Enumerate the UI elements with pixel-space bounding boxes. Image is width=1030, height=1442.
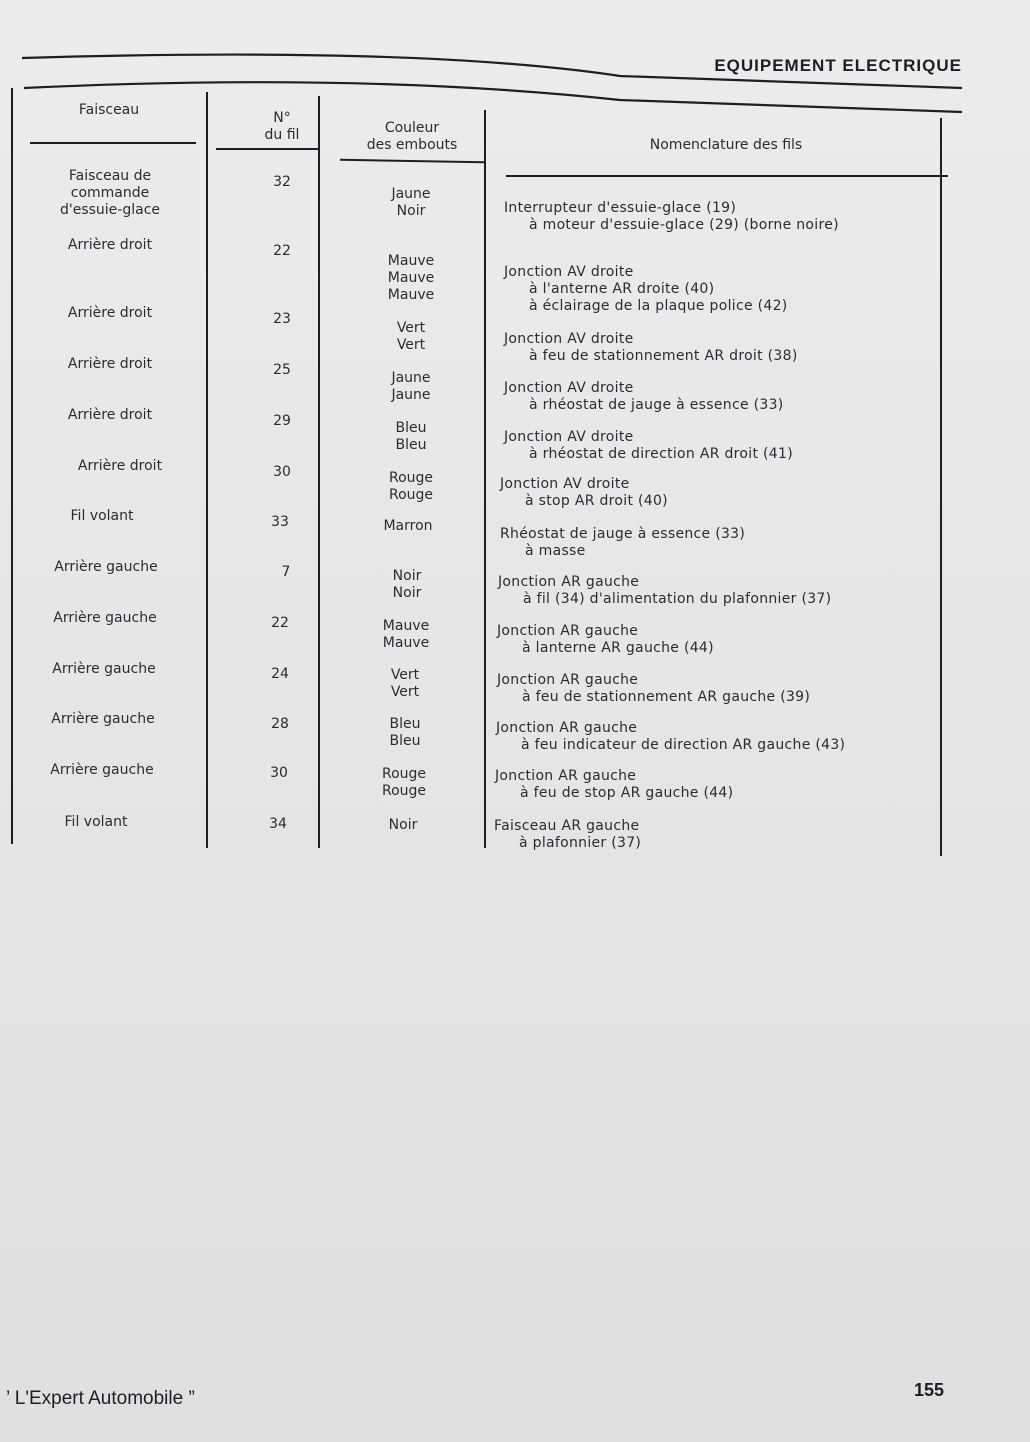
nomenclature-line: à rhéostat de direction AR droit (41) (529, 446, 793, 462)
harness-line: Fil volant (70, 508, 134, 524)
harness-cell (30, 305, 190, 322)
wire-number-cell: 24 (271, 666, 289, 682)
nomenclature-line: à éclairage de la plaque police (42) (529, 298, 788, 314)
color-line: Bleu (395, 437, 427, 453)
header-wire-number-line1: N° (273, 110, 291, 126)
color-line: Vert (396, 320, 426, 336)
color-line: Bleu (389, 716, 421, 732)
nomenclature-cell (500, 476, 668, 510)
nomenclature-line: Jonction AV droite (504, 429, 634, 445)
color-cell (339, 766, 469, 800)
harness-cell (25, 610, 185, 627)
header-wire-number-line2: du fil (264, 127, 300, 143)
nomenclature-line: Jonction AR gauche (497, 672, 639, 688)
nomenclature-line: à fil (34) d'alimentation du plafonnier (37) (523, 591, 832, 607)
harness-line: Arrière gauche (51, 711, 155, 727)
color-cell (342, 568, 472, 602)
wire-number-cell: 30 (273, 464, 291, 480)
nomenclature-cell (495, 768, 733, 802)
harness-cell (40, 458, 200, 475)
page-number: 155 (913, 1380, 944, 1400)
harness-cell (30, 356, 190, 373)
color-line: Bleu (395, 420, 427, 436)
harness-cell (30, 407, 190, 424)
color-cell (346, 420, 476, 454)
harness-cell (26, 559, 186, 576)
wire-number-cell: 25 (273, 362, 291, 378)
nomenclature-line: Jonction AV droite (504, 264, 634, 280)
wire-number-cell: 34 (269, 816, 287, 832)
color-cell (340, 667, 470, 701)
harness-cell (22, 508, 182, 525)
nomenclature-line: à plafonnier (37) (519, 835, 642, 851)
color-line: Noir (396, 203, 426, 219)
harness-cell (16, 814, 176, 831)
wire-number-cell: 23 (273, 311, 291, 327)
nomenclature-line: Jonction AR gauche (496, 720, 638, 736)
header-nomenclature-label: Nomenclature des fils (649, 137, 803, 153)
nomenclature-line: à feu indicateur de direction AR gauche (43) (521, 737, 846, 753)
nomenclature-cell (500, 526, 745, 560)
header-color-line2: des embouts (366, 137, 458, 153)
color-cell (343, 518, 473, 535)
header-wire-number (236, 110, 328, 144)
harness-line: Arrière gauche (53, 610, 157, 626)
color-cell (340, 716, 470, 750)
wire-number-cell: 30 (270, 765, 288, 781)
harness-line: Arrière droit (77, 458, 163, 474)
color-line: Mauve (387, 270, 435, 286)
nomenclature-cell (504, 264, 788, 315)
color-cell (346, 470, 476, 504)
color-line: Mauve (387, 287, 435, 303)
color-cell (346, 320, 476, 354)
wire-number-cell: 29 (273, 413, 291, 429)
header-color (342, 120, 482, 154)
harness-line: Arrière gauche (54, 559, 158, 575)
nomenclature-line: Interrupteur d'essuie-glace (19) (504, 200, 737, 216)
nomenclature-line: Jonction AR gauche (498, 574, 640, 590)
nomenclature-line: Faisceau AR gauche (494, 818, 640, 834)
color-line: Bleu (389, 733, 421, 749)
section-title: EQUIPEMENT ELECTRIQUE (714, 56, 962, 75)
color-cell (346, 186, 476, 220)
harness-line: Arrière droit (67, 237, 153, 253)
header-underline-harness (30, 142, 196, 144)
color-line: Jaune (391, 186, 431, 202)
color-cell (341, 618, 471, 652)
nomenclature-cell (498, 574, 831, 608)
harness-line: Arrière droit (67, 407, 153, 423)
wire-number-cell: 32 (273, 174, 291, 190)
color-line: Jaune (391, 370, 431, 386)
wire-number-cell: 22 (273, 243, 291, 259)
header-underline-color (340, 159, 484, 164)
harness-line: Arrière gauche (52, 661, 156, 677)
harness-cell (22, 762, 182, 779)
color-line: Mauve (387, 253, 435, 269)
nomenclature-line: Jonction AV droite (504, 331, 634, 347)
color-cell (346, 253, 476, 304)
table-right-border (940, 118, 942, 856)
color-line: Mauve (382, 635, 430, 651)
harness-cell (30, 237, 190, 254)
harness-cell (24, 661, 184, 678)
nomenclature-cell (504, 380, 784, 414)
column-divider-1 (206, 92, 208, 848)
color-line: Noir (388, 817, 418, 833)
color-line: Mauve (382, 618, 430, 634)
color-line: Vert (390, 667, 420, 683)
publication-name: ’ L'Expert Automobile ” (6, 1388, 195, 1409)
harness-line: Arrière droit (67, 356, 153, 372)
harness-line: commande (70, 185, 150, 201)
harness-line: Arrière gauche (50, 762, 154, 778)
table-left-border (11, 88, 13, 844)
wire-number-cell: 33 (271, 514, 289, 530)
column-divider-3 (484, 110, 486, 848)
header-color-line1: Couleur (384, 120, 440, 136)
color-cell (346, 370, 476, 404)
nomenclature-line: Jonction AV droite (504, 380, 634, 396)
nomenclature-cell (504, 429, 793, 463)
harness-line: Fil volant (64, 814, 128, 830)
nomenclature-cell (497, 623, 714, 657)
nomenclature-line: Rhéostat de jauge à essence (33) (500, 526, 746, 542)
nomenclature-line: à feu de stationnement AR gauche (39) (522, 689, 811, 705)
harness-cell (30, 168, 190, 219)
nomenclature-line: Jonction AR gauche (495, 768, 637, 784)
nomenclature-line: à rhéostat de jauge à essence (33) (529, 397, 784, 413)
nomenclature-line: à masse (525, 543, 586, 559)
color-line: Rouge (388, 487, 434, 503)
color-line: Rouge (381, 783, 427, 799)
color-line: Rouge (381, 766, 427, 782)
harness-line: Faisceau de (68, 168, 152, 184)
nomenclature-cell (504, 331, 798, 365)
color-line: Noir (392, 585, 422, 601)
harness-cell (23, 711, 183, 728)
color-line: Jaune (391, 387, 431, 403)
wire-number-cell: 28 (271, 716, 289, 732)
harness-line: Arrière droit (67, 305, 153, 321)
color-line: Vert (396, 337, 426, 353)
color-line: Marron (383, 518, 433, 534)
wire-number-cell: 7 (281, 564, 291, 580)
color-line: Rouge (388, 470, 434, 486)
nomenclature-cell (504, 200, 839, 234)
nomenclature-line: à feu de stop AR gauche (44) (520, 785, 734, 801)
header-harness-label: Faisceau (78, 102, 140, 118)
nomenclature-cell (496, 720, 845, 754)
nomenclature-line: Jonction AR gauche (497, 623, 639, 639)
color-line: Noir (392, 568, 422, 584)
header-underline-number (216, 148, 318, 150)
nomenclature-cell (494, 818, 641, 852)
color-cell (338, 817, 468, 834)
wire-number-cell: 22 (271, 615, 289, 631)
nomenclature-line: à stop AR droit (40) (525, 493, 668, 509)
nomenclature-line: à moteur d'essuie-glace (29) (borne noire) (529, 217, 839, 233)
nomenclature-line: à l'anterne AR droite (40) (529, 281, 715, 297)
header-nomenclature (506, 137, 946, 154)
nomenclature-line: à feu de stationnement AR droit (38) (529, 348, 798, 364)
color-line: Vert (390, 684, 420, 700)
nomenclature-cell (497, 672, 810, 706)
header-underline-nomenclature (506, 175, 948, 177)
nomenclature-line: à lanterne AR gauche (44) (522, 640, 714, 656)
nomenclature-line: Jonction AV droite (500, 476, 630, 492)
harness-line: d'essuie-glace (59, 202, 161, 218)
header-harness (30, 102, 188, 119)
